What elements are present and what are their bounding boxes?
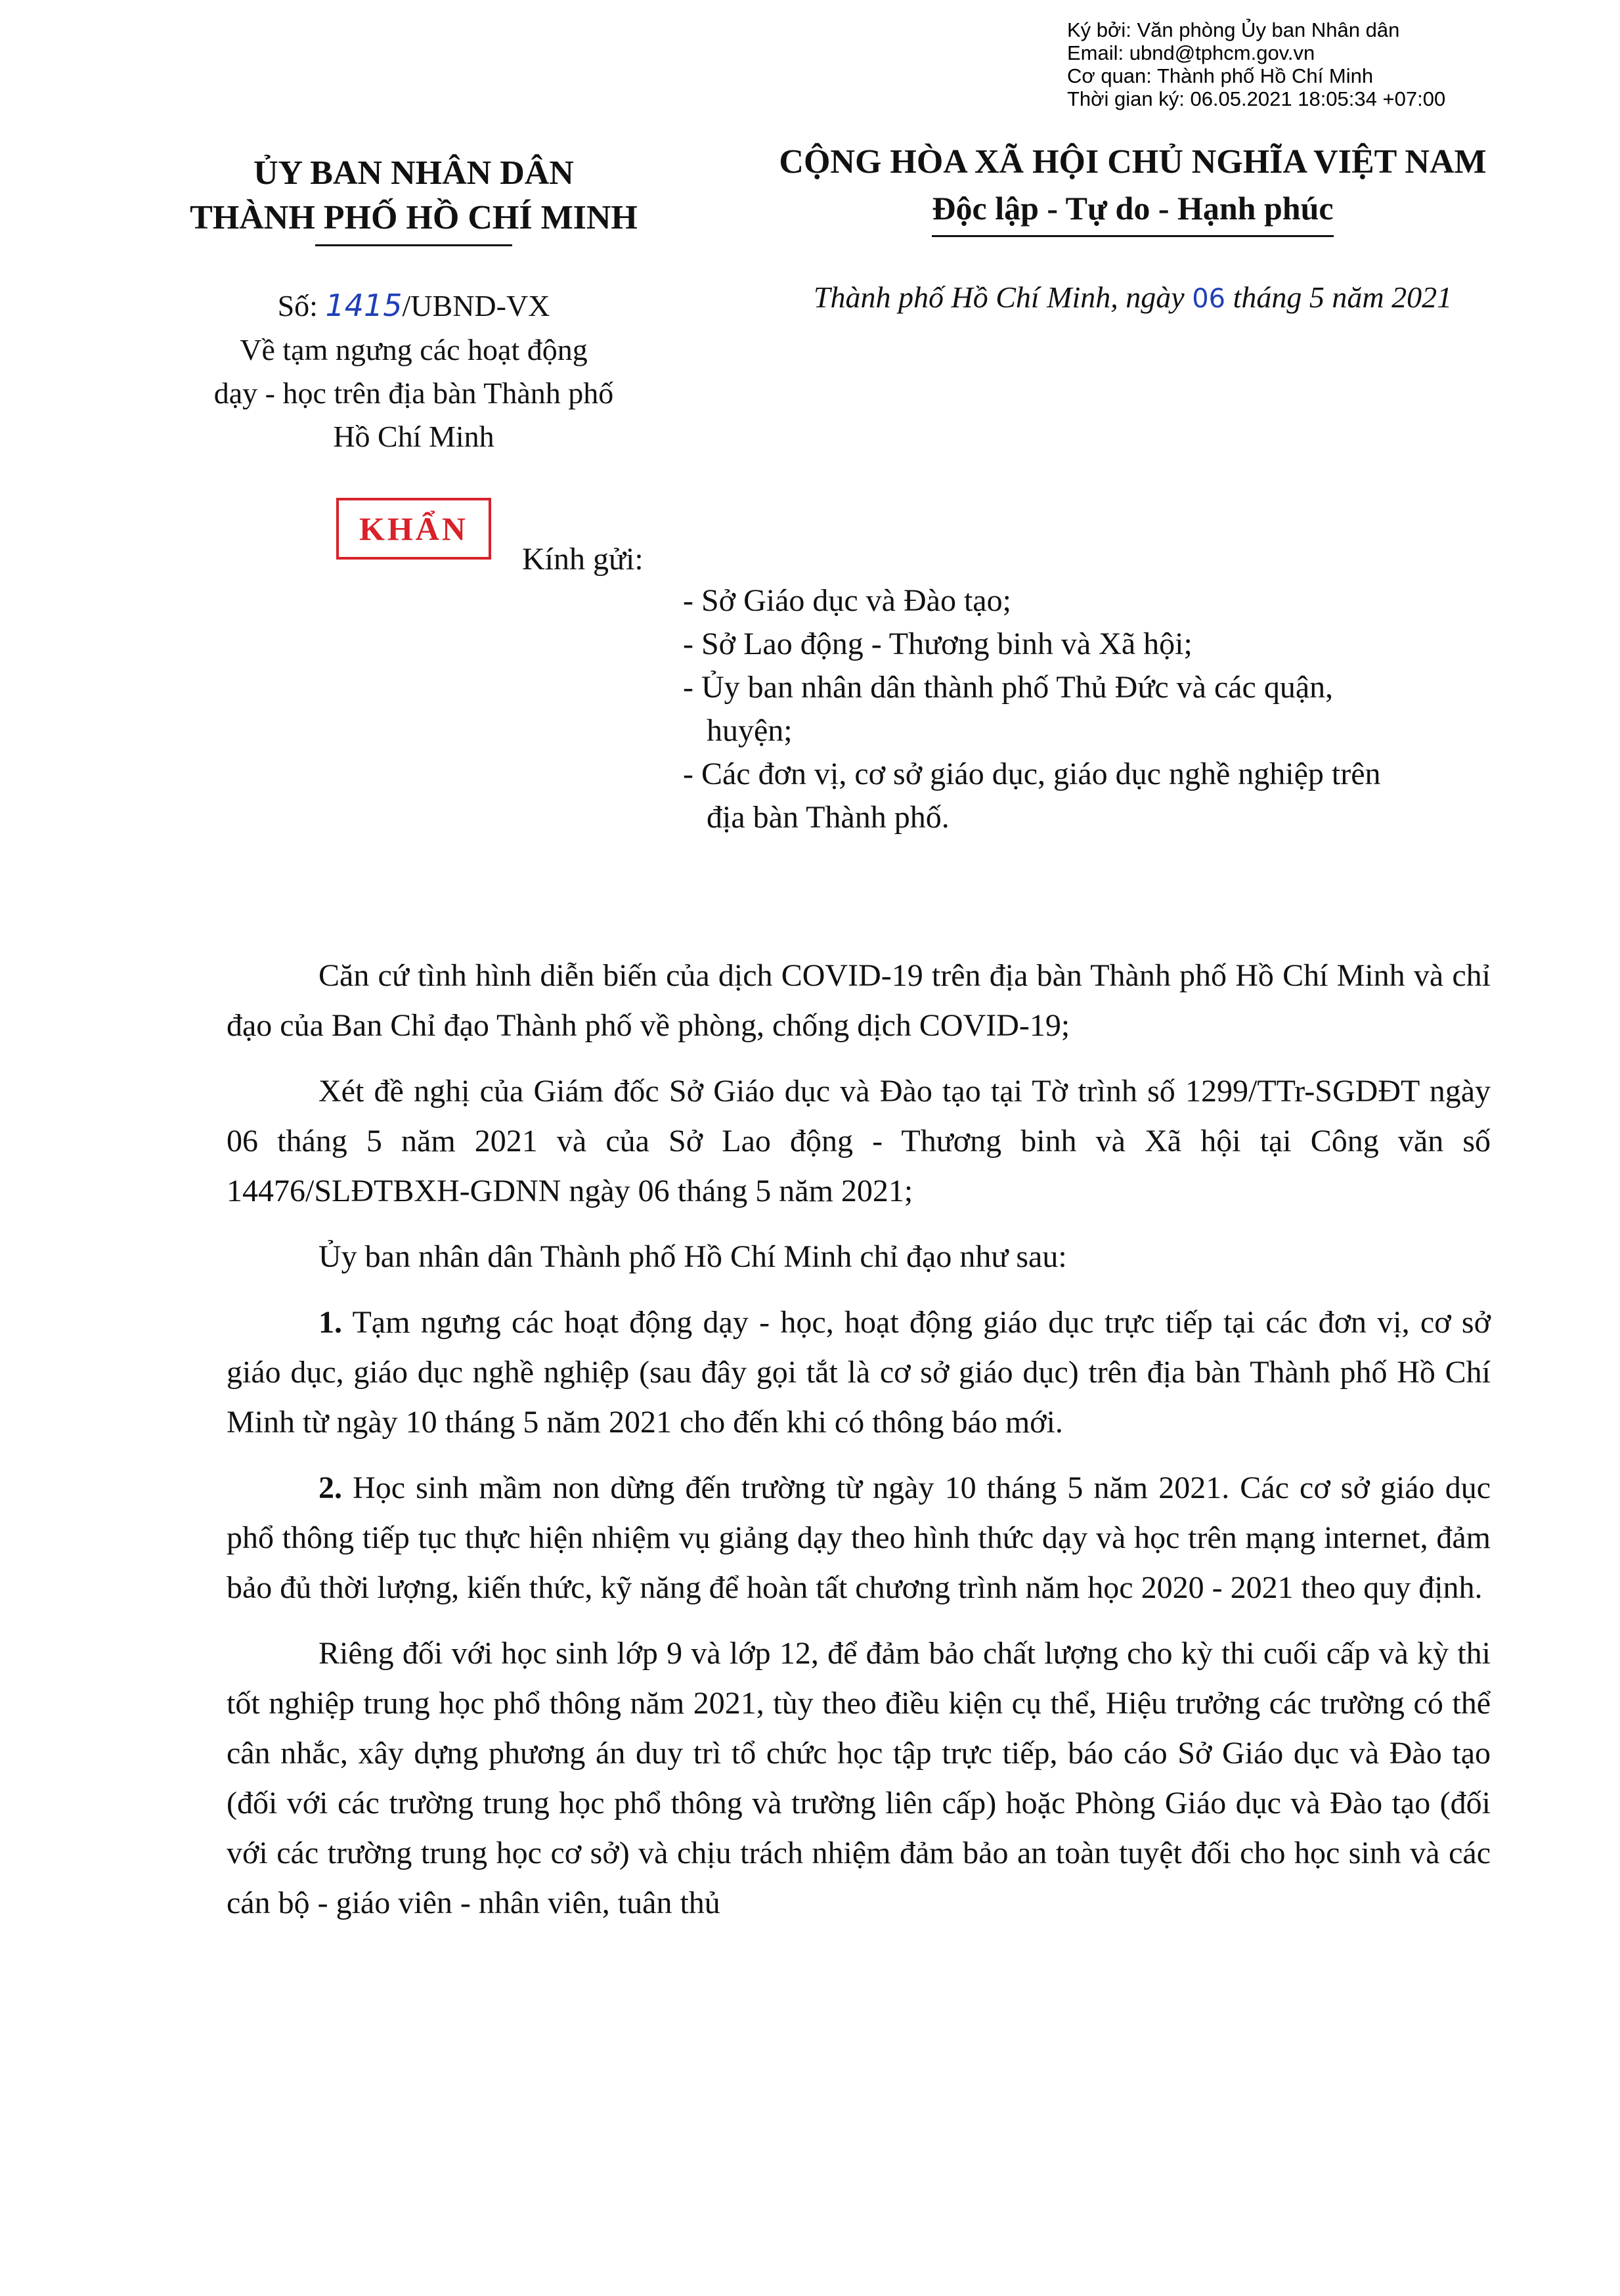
issuing-organization <box>151 151 676 246</box>
document-reference <box>151 284 676 328</box>
urgent-stamp: KHẨN <box>336 498 491 560</box>
recipient-item: - Sở Lao động - Thương binh và Xã hội; <box>683 627 1193 661</box>
org-underline <box>315 244 512 246</box>
item-text: Học sinh mầm non dừng đến trường từ ngày 10 tháng 5 năm 2021. Các cơ sở giáo dục phổ thông tiếp tục thực hiện nhiệm vụ giảng dạy theo hình thức dạy và học trên mạng internet, đảm bảo đủ thời lượng, kiến thức, kỹ năng để hoàn tất chương trình năm học 2020 - 2021 theo quy định. <box>227 1470 1491 1605</box>
document-body <box>227 951 1491 1944</box>
body-paragraph: Căn cứ tình hình diễn biến của dịch COVID-19 trên địa bàn Thành phố Hồ Chí Minh và chỉ đạo của Ban Chỉ đạo Thành phố về phòng, chống dịch COVID-19; <box>227 958 1491 1043</box>
item-text: Tạm ngưng các hoạt động dạy - học, hoạt động giáo dục trực tiếp tại các đơn vị, cơ sở giáo dục, giáo dục nghề nghiệp (sau đây gọi tắt là cơ sở giáo dục) trên địa bàn Thành phố Hồ Chí Minh từ ngày 10 tháng 5 năm 2021 cho đến khi có thông báo mới. <box>227 1305 1491 1440</box>
org-line-1: ỦY BAN NHÂN DÂN <box>253 154 574 192</box>
item-number: 2. <box>318 1470 342 1505</box>
recipient-item: - Sở Giáo dục và Đào tạo; <box>683 583 1011 618</box>
item-number: 1. <box>318 1305 342 1340</box>
digital-signature <box>1067 18 1606 110</box>
subject-line-1: Về tạm ngưng các hoạt động <box>240 333 588 366</box>
signature-agency: Cơ quan: Thành phố Hồ Chí Minh <box>1067 64 1374 87</box>
recipients-list <box>683 579 1405 839</box>
body-paragraph-item-1 <box>227 1298 1491 1447</box>
subject-line-2: dạy - học trên địa bàn Thành phố <box>213 376 614 410</box>
recipients-label: Kính gửi: <box>522 542 644 577</box>
ref-suffix: /UBND-VX <box>402 289 550 322</box>
date-day: 06 <box>1192 284 1226 314</box>
national-motto: Độc lập - Tự do - Hạnh phúc <box>932 185 1333 237</box>
recipient-item: - Các đơn vị, cơ sở giáo dục, giáo dục nghề nghiệp trên địa bàn Thành phố. <box>683 757 1381 835</box>
body-paragraph: Xét đề nghị của Giám đốc Sở Giáo dục và Đào tạo tại Tờ trình số 1299/TTr-SGDĐT ngày 06 tháng 5 năm 2021 và của Sở Lao động - Thương binh và Xã hội tại Công văn số 14476/SLĐTBXH-GDNN ngày 06 tháng 5 năm 2021; <box>227 1074 1491 1208</box>
subject-line-3: Hồ Chí Minh <box>333 420 494 453</box>
signature-time: Thời gian ký: 06.05.2021 18:05:34 +07:00 <box>1067 87 1446 110</box>
date-prefix: Thành phố Hồ Chí Minh, ngày <box>813 280 1185 314</box>
org-line-2: THÀNH PHỐ HỒ CHÍ MINH <box>190 199 638 236</box>
document-subject <box>151 328 676 458</box>
nation-name: CỘNG HÒA XÃ HỘI CHỦ NGHĨA VIỆT NAM <box>779 143 1487 181</box>
signature-signer: Ký bởi: Văn phòng Ủy ban Nhân dân <box>1067 18 1400 41</box>
body-paragraph: Ủy ban nhân dân Thành phố Hồ Chí Minh chỉ đạo như sau: <box>318 1239 1067 1274</box>
signature-email: Email: ubnd@tphcm.gov.vn <box>1067 41 1315 64</box>
ref-prefix: Số: <box>277 289 318 322</box>
ref-number: 1415 <box>325 288 403 323</box>
national-heading <box>709 139 1556 237</box>
body-paragraph-item-2 <box>227 1463 1491 1613</box>
recipient-item: - Ủy ban nhân dân thành phố Thủ Đức và các quận, huyện; <box>683 670 1334 748</box>
dateline <box>709 276 1556 320</box>
date-suffix: tháng 5 năm 2021 <box>1233 280 1453 314</box>
body-paragraph: Riêng đối với học sinh lớp 9 và lớp 12, để đảm bảo chất lượng cho kỳ thi cuối cấp và kỳ thi tốt nghiệp trung học phổ thông năm 2021, tùy theo điều kiện cụ thể, Hiệu trưởng các trường có thể cân nhắc, xây dựng phương án duy trì tổ chức học tập trực tiếp, báo cáo Sở Giáo dục và Đào tạo (đối với các trường trung học phổ thông và trường liên cấp) hoặc Phòng Giáo dục và Đào tạo (đối với các trường trung học cơ sở) và chịu trách nhiệm đảm bảo an toàn tuyệt đối cho học sinh và các cán bộ - giáo viên - nhân viên, tuân thủ <box>227 1636 1491 1920</box>
